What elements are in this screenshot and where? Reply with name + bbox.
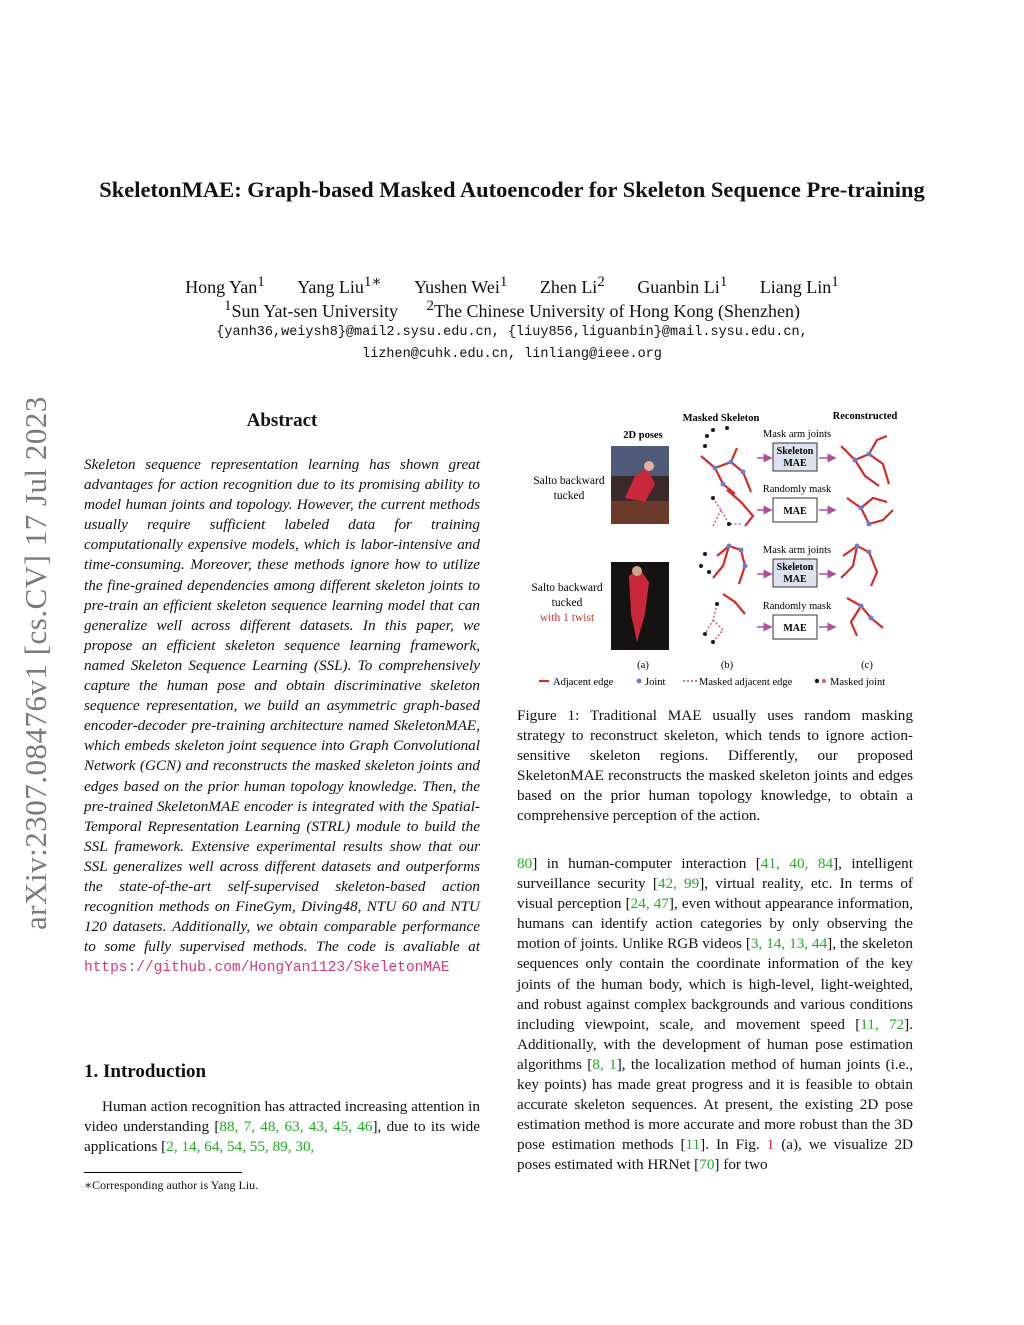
fig-header-2d: 2D poses <box>623 430 663 441</box>
section-heading-introduction: 1. Introduction <box>84 1061 207 1082</box>
sublabel-b: (b) <box>720 660 734 671</box>
random-mask-label-2: Randomly mask <box>762 601 832 612</box>
random-mask-label-1: Randomly mask <box>762 484 832 495</box>
row2-label: tucked <box>551 597 583 609</box>
legend-masked-joint: Masked joint <box>830 677 886 688</box>
legend-edge: Adjacent edge <box>553 677 614 688</box>
svg-text:MAE: MAE <box>783 574 807 585</box>
legend-joint: Joint <box>645 677 666 688</box>
skeleton-random-1 <box>727 490 753 526</box>
legend-joint-swatch <box>637 679 642 684</box>
citation[interactable]: 2, 14, 64, 54, 55, 89, 30, <box>166 1138 315 1156</box>
sublabel-c: (c) <box>861 660 873 671</box>
figure-1 <box>517 406 917 690</box>
footnote-rule <box>84 1172 242 1173</box>
intro-paragraph: Human action recognition has attracted increasing attention in video understanding [88, 7, 48, 63, 43, 45, 46], due to its wide applications [2, 14, 64, 54, 55, 89, 30, <box>84 1098 480 1156</box>
fig-header-masked: Masked Skeleton <box>682 413 760 424</box>
affiliation: $^2$The Chinese University of Hong Kong (Shenzhen) <box>426 298 800 321</box>
paper-title: SkeletonMAE: Graph-based Masked Autoencoder for Skeleton Sequence Pre-training <box>99 177 925 202</box>
mask-arm-label-1: Mask arm joints <box>762 429 832 440</box>
author: Yushen Wei$^1$ <box>414 274 508 297</box>
masked-edges-2 <box>705 604 723 642</box>
author-emails: {yanh36,weiysh8}@mail2.sysu.edu.cn, {liuy856,liguanbin}@mail.sysu.edu.cn, lizhen@cuhk.edu.cn, linliang@ieee.org <box>216 325 808 362</box>
sublabel-a: (a) <box>637 660 649 671</box>
legend-masked-edge: Masked adjacent edge <box>699 677 793 688</box>
skeleton-random-2 <box>723 594 745 614</box>
arxiv-stamp: arXiv:2307.08476v1 [cs.CV] 17 Jul 2023 <box>18 396 53 930</box>
row2-label-twist: with 1 twist <box>539 612 595 624</box>
mask-arm-label-2: Mask arm joints <box>762 545 832 556</box>
masked-joints-1 <box>703 426 729 448</box>
row1-label: Salto backward <box>533 475 605 487</box>
footnote: ∗Corresponding author is Yang Liu. <box>84 1178 259 1192</box>
affiliations <box>60 294 964 324</box>
row2-label: Salto backward <box>531 582 603 594</box>
row1-label: tucked <box>553 490 585 502</box>
svg-text:MAE: MAE <box>783 458 807 469</box>
legend-masked-joint-swatch <box>822 679 826 683</box>
svg-text:MAE: MAE <box>783 506 807 517</box>
svg-text:MAE: MAE <box>783 623 807 634</box>
svg-text:Skeleton: Skeleton <box>776 446 814 457</box>
figure-caption: Figure 1: Traditional MAE usually uses random masking strategy to reconstruct skeleton, which tends to ignore action-sensitive skeleton regions. Differently, our proposed SkeletonMAE reconstructs the masked skeleton joints and edges based on the prior human topology knowledge, to obtain a comprehensive perception of the action. <box>517 707 913 825</box>
reconstructed-skeletons <box>841 436 893 636</box>
author: Guanbin Li$^1$ <box>637 274 728 297</box>
citation[interactable]: 88, 7, 48, 63, 43, 45, 46 <box>219 1118 373 1136</box>
abstract-body: Skeleton sequence representation learning has shown great advantages for action recognition due to its promising ability to model human joints and topology. However, the current methods usually require sufficient labeled data for training computationally expensive models, which is labor-intensive and time-consuming. Moreover, these methods ignore how to utilize the fine-grained dependencies among different skeleton joints to pre-train an efficient skeleton sequence learning model that can generalize well across different datasets. In this paper, we propose an efficient skeleton sequence learning framework, named Skeleton Sequence Learning (SSL). To comprehensively capture the human pose and obtain discriminative skeleton sequence representation, we build an asymmetric graph-based encoder-decoder pre-training architecture named SkeletonMAE, which embeds skeleton joint sequence into Graph Convolutional Network (GCN) and reconstructs the masked skeleton joints and edges based on the prior human topology knowledge. Then, the pre-trained SkeletonMAE encoder is integrated with the Spatial-Temporal Representation Learning (STRL) module to build the SSL framework. Extensive experimental results show that our SSL generalizes well across different datasets and outperforms the state-of-the-art self-supervised skeleton-based action recognition methods on FineGym, Diving48, NTU 60 and NTU 120 datasets. Additionally, we obtain comparable performance to some fully supervised methods. The code is avaliable at https://github.com/HongYan1123/SkeletonMAE <box>84 456 480 977</box>
author: Liang Lin$^1$ <box>759 274 839 297</box>
intro-paragraph-continued: 80] in human-computer interaction [41, 40, 84], intelligent surveillance security [42, 99], virtual reality, etc. In terms of visual perception [24, 47], even without appearance information, humans can identify action categories by only observing the motion of joints. Unlike RGB videos [3, 14, 13, 44], the skeleton sequences only contain the coordinate information of the key joints of the human body, which is high-level, light-weighted, and robust against complex backgrounds and various conditions including viewpoint, scale, and movement speed [11, 72]. Additionally, with the development of human pose estimation algorithms [8, 1], the localization method of human joints (i.e., key points) has made great progress and it is feasible to obtain accurate skeleton sequences. At present, the existing 2D pose estimation method is more accurate and more robust than the 3D pose estimation methods [11]. In Fig. 1 (a), we visualize 2D poses estimated with HRNet [70] for two <box>517 855 914 1174</box>
masked-edges-1 <box>713 498 741 526</box>
svg-text:Skeleton: Skeleton <box>776 562 814 573</box>
abstract-heading: Abstract <box>246 410 318 431</box>
fig-header-reconstructed: Reconstructed <box>832 411 898 422</box>
affiliation: $^1$Sun Yat-sen University <box>224 298 399 321</box>
author: Yang Liu$^{1∗}$ <box>297 274 382 297</box>
author: Hong Yan$^1$ <box>185 274 265 297</box>
author: Zhen Li$^2$ <box>539 274 605 297</box>
gymnast-photo-1 <box>611 446 669 524</box>
code-link[interactable]: https://github.com/HongYan1123/SkeletonMAE <box>84 960 450 977</box>
gymnast-photo-2 <box>611 562 669 650</box>
